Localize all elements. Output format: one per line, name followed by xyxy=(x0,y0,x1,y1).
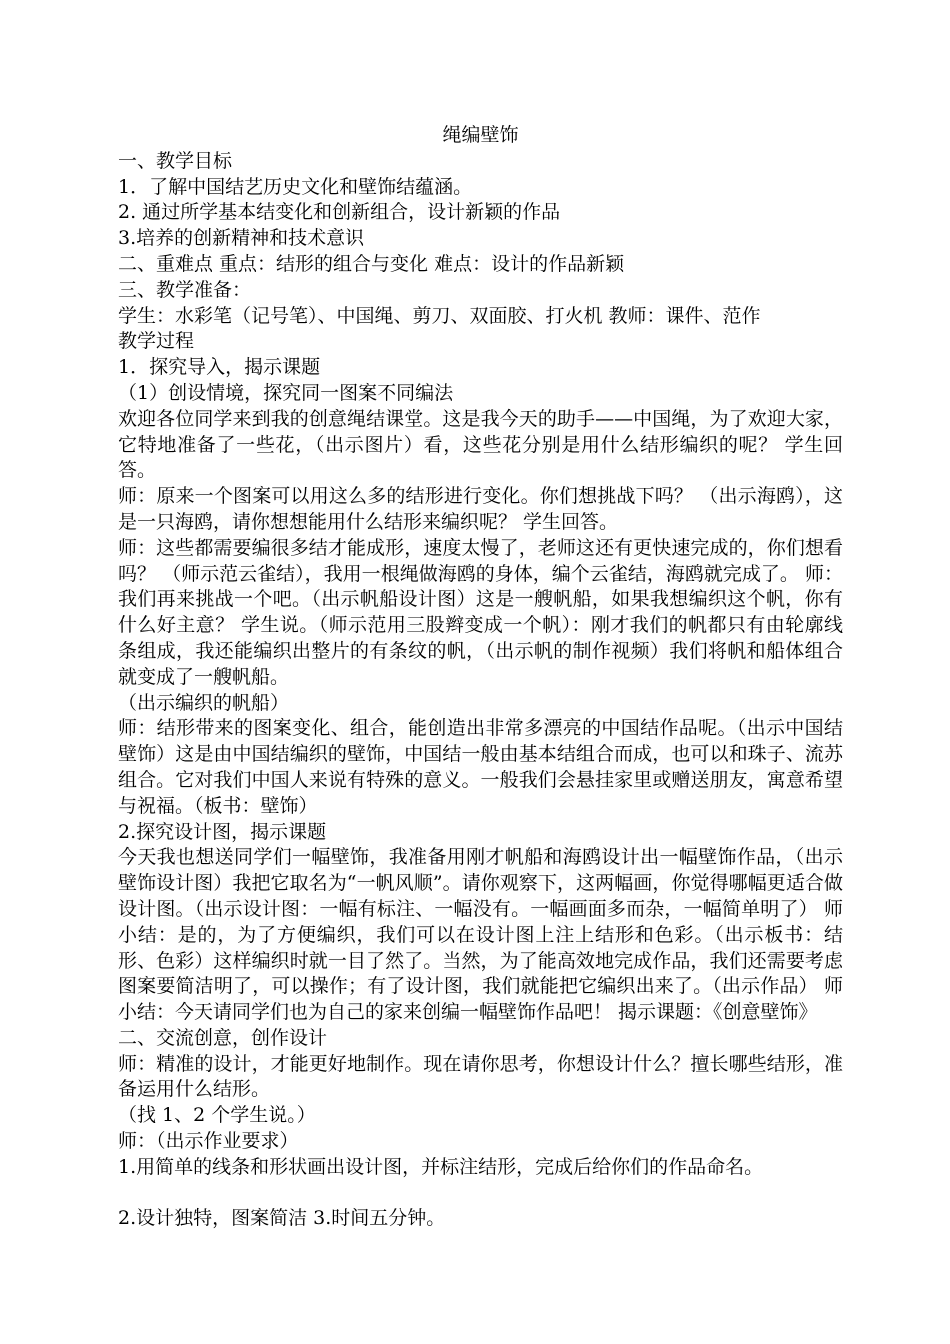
section-heading-key-points: 二、重难点 重点：结形的组合与变化 难点：设计的作品新颖 xyxy=(118,252,625,275)
document-title: 绳编壁饰 xyxy=(442,124,519,146)
objective-item-1: 1．了解中国结艺历史文化和壁饰结蕴涵。 xyxy=(118,175,473,198)
assignment-item-1: 1.用简单的线条和形状画出设计图，并标注结形，完成后给你们的作品命名。 xyxy=(118,1155,764,1178)
body-paragraph: 欢迎各位同学来到我的创意绳结课堂。这是我今天的助手——中国绳，为了欢迎大家，它特地准备了一些花，（出示图片）看，这些花分别是用什么结形编织的呢？ 学生回答。 xyxy=(118,407,843,482)
objective-item-3: 3.培养的创新精神和技术意识 xyxy=(118,227,365,250)
process-step-1-heading: 1．探究导入，揭示课题 xyxy=(118,356,321,379)
assignment-item-2-3: 2.设计独特，图案简洁 3.时间五分钟。 xyxy=(118,1207,446,1230)
blank-line xyxy=(118,1181,843,1207)
body-paragraph: （出示编织的帆船） xyxy=(118,691,290,714)
process-substep-heading: （1）创设情境，探究同一图案不同编法 xyxy=(118,381,454,404)
document-page xyxy=(118,123,843,1232)
section-heading-preparation: 三、教学准备： xyxy=(118,278,252,301)
section-heading-process: 教学过程 xyxy=(118,330,195,353)
body-paragraph: 师：结形带来的图案变化、组合，能创造出非常多漂亮的中国结作品呢。（出示中国结壁饰）这是由中国结编织的壁饰，中国结一般由基本结组合而成，也可以和珠子、流苏组合。它对我们中国人来说有特殊的意义。一般我们会悬挂家里或赠送朋友，寓意希望与祝福。（板书：壁饰） xyxy=(118,717,843,817)
body-paragraph: 师：这些都需要编很多结才能成形，速度太慢了，老师这还有更快速完成的，你们想看吗？ （师示范云雀结），我用一根绳做海鸥的身体，编个云雀结，海鸥就完成了。 师：我们再来挑战一个吧。（出示帆船设计图）这是一艘帆船，如果我想编织这个帆，你有什么好主意？ 学生说。（师示范用三股辫变成一个帆）：刚才我们的帆都只有由轮廓线条组成，我还能编织出整片的有条纹的帆，（出示帆的制作视频）我们将帆和船体组合就变成了一艘帆船。 xyxy=(118,536,843,688)
body-paragraph: 师：（出示作业要求） xyxy=(118,1130,299,1153)
process-step-2-heading: 2.探究设计图，揭示课题 xyxy=(118,820,327,843)
section-heading-objectives: 一、教学目标 xyxy=(118,149,233,172)
body-paragraph: 师：精准的设计，才能更好地制作。现在请你思考，你想设计什么？擅长哪些结形，准备运用什么结形。 xyxy=(118,1052,843,1101)
objective-item-2: 2. 通过所学基本结变化和创新组合，设计新颖的作品 xyxy=(118,201,561,224)
preparation-materials: 学生：水彩笔（记号笔）、中国绳、剪刀、双面胶、打火机 教师：课件、范作 xyxy=(118,304,761,327)
body-paragraph: 今天我也想送同学们一幅壁饰，我准备用刚才帆船和海鸥设计出一幅壁饰作品，（出示壁饰设计图）我把它取名为“一帆风顺”。请你观察下，这两幅画，你觉得哪幅更适合做设计图。（出示设计图：一幅有标注、一幅没有。一幅画面多而杂，一幅简单明了） 师小结：是的，为了方便编织，我们可以在设计图上注上结形和色彩。（出示板书：结形、色彩）这样编织时就一目了然了。当然，为了能高效地完成作品，我们还需要考虑图案要简洁明了，可以操作；有了设计图，我们就能把它编织出来了。（出示作品） 师小结：今天请同学们也为自己的家来创编一幅壁饰作品吧！ 揭示课题：《创意壁饰》 xyxy=(118,846,843,1024)
body-paragraph: 师：原来一个图案可以用这么多的结形进行变化。你们想挑战下吗？ （出示海鸥），这是一只海鸥，请你想想能用什么结形来编织呢？ 学生回答。 xyxy=(118,485,843,533)
section-heading-design: 二、交流创意，创作设计 xyxy=(118,1026,328,1049)
body-paragraph: （找 1、2 个学生说。） xyxy=(118,1104,316,1127)
